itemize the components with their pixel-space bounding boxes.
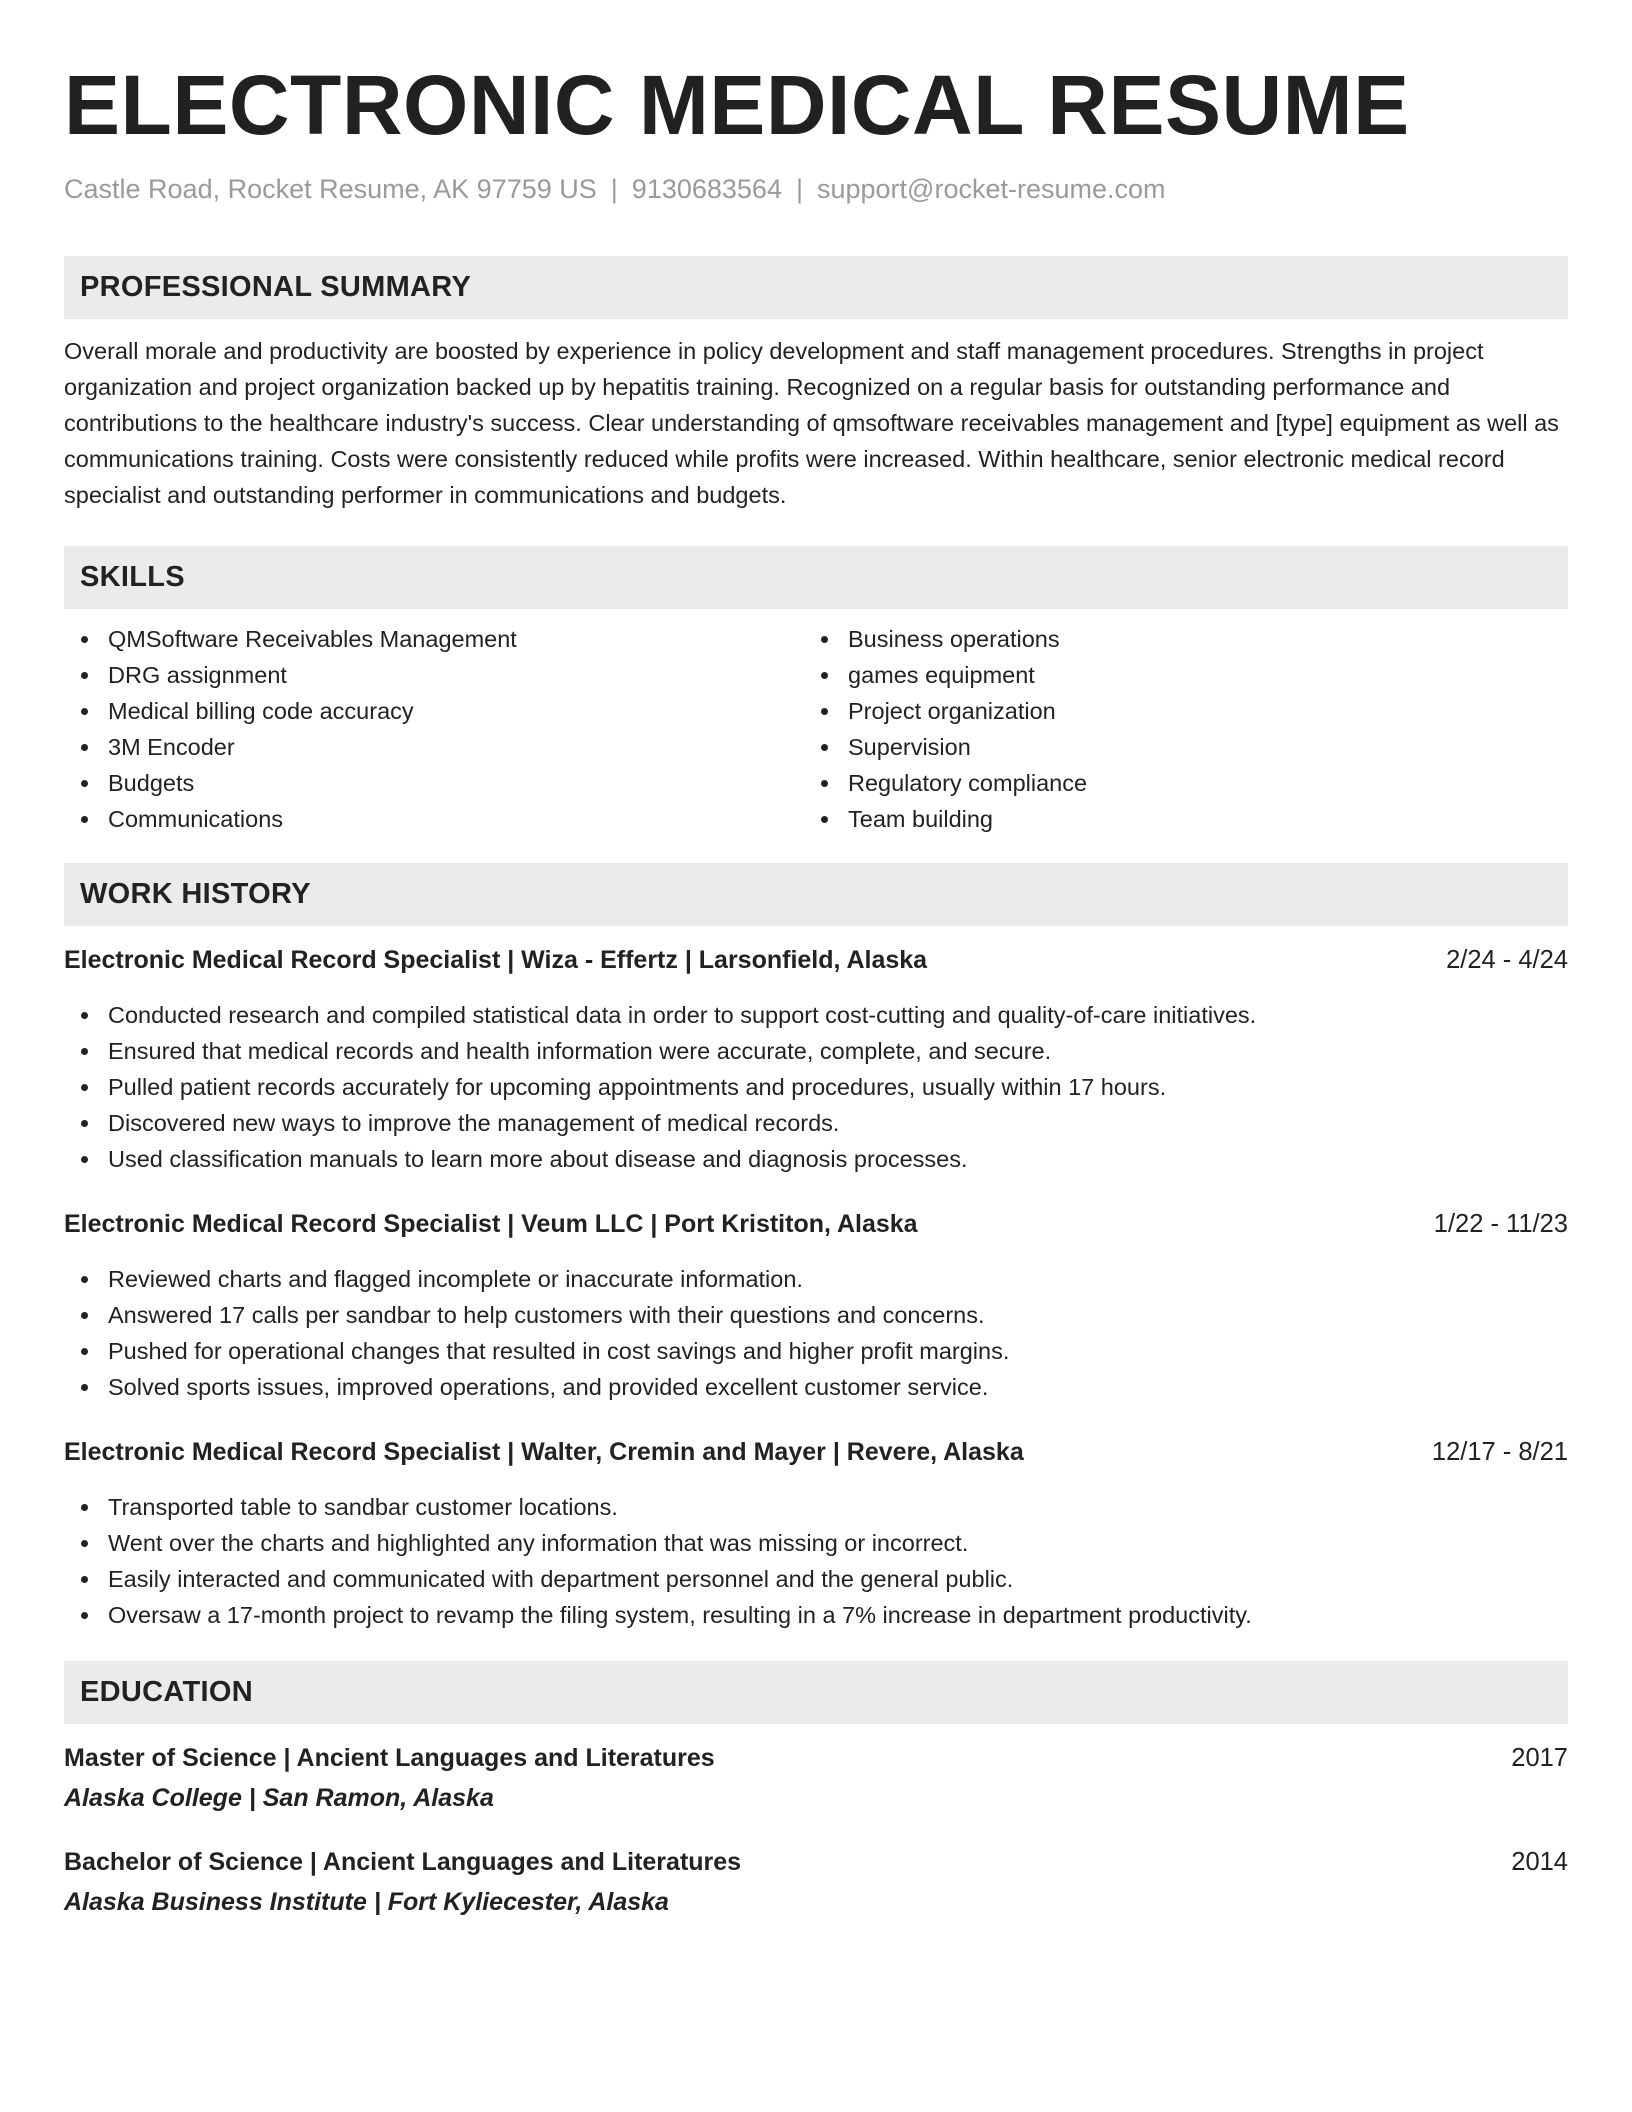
job-bullet: Discovered new ways to improve the management of medical records. <box>64 1105 1568 1141</box>
skill-item: Communications <box>64 801 804 837</box>
education-year: 2014 <box>1511 1848 1568 1876</box>
job-dates: 2/24 - 4/24 <box>1446 946 1568 974</box>
job-title: Electronic Medical Record Specialist | Veum LLC | Port Kristiton, Alaska <box>64 1210 918 1238</box>
skill-item: 3M Encoder <box>64 729 804 765</box>
contact-separator: | <box>795 174 803 204</box>
skill-item: games equipment <box>804 657 1087 693</box>
job-bullet: Conducted research and compiled statistical data in order to support cost-cutting and quality-of-care initiatives. <box>64 997 1568 1033</box>
education-school: Alaska College | San Ramon, Alaska <box>64 1784 494 1812</box>
skill-item: Project organization <box>804 693 1087 729</box>
job-dates: 1/22 - 11/23 <box>1433 1210 1568 1238</box>
job-bullets <box>64 1489 1568 1633</box>
job-title-row <box>64 1435 1568 1469</box>
job-bullet: Pushed for operational changes that resulted in cost savings and higher profit margins. <box>64 1333 1568 1369</box>
job-entry <box>64 943 1568 1177</box>
contact-separator: | <box>610 174 618 204</box>
job-bullet: Easily interacted and communicated with department personnel and the general public. <box>64 1561 1568 1597</box>
skill-item: Regulatory compliance <box>804 765 1087 801</box>
job-bullet: Answered 17 calls per sandbar to help customers with their questions and concerns. <box>64 1297 1568 1333</box>
work-history-heading: WORK HISTORY <box>64 863 1568 926</box>
education-row <box>64 1741 1568 1775</box>
job-bullet: Solved sports issues, improved operations, and provided excellent customer service. <box>64 1369 1568 1405</box>
job-title-row <box>64 943 1568 977</box>
job-entry <box>64 1207 1568 1405</box>
education-row <box>64 1845 1568 1879</box>
skill-item: DRG assignment <box>64 657 804 693</box>
education-school: Alaska Business Institute | Fort Kyliecester, Alaska <box>64 1888 669 1916</box>
skills-column-right <box>804 621 1087 837</box>
job-bullet: Transported table to sandbar customer locations. <box>64 1489 1568 1525</box>
job-bullet: Used classification manuals to learn more about disease and diagnosis processes. <box>64 1141 1568 1177</box>
job-title: Electronic Medical Record Specialist | Walter, Cremin and Mayer | Revere, Alaska <box>64 1438 1024 1466</box>
resume-name: ELECTRONIC MEDICAL RESUME <box>64 58 1410 152</box>
education-degree: Master of Science | Ancient Languages and Literatures <box>64 1744 715 1772</box>
job-bullet: Went over the charts and highlighted any information that was missing or incorrect. <box>64 1525 1568 1561</box>
job-entry <box>64 1435 1568 1633</box>
contact-email: support@rocket-resume.com <box>816 174 1166 204</box>
summary-heading: PROFESSIONAL SUMMARY <box>64 256 1568 319</box>
education-entry <box>64 1741 1568 1815</box>
skill-item: Business operations <box>804 621 1087 657</box>
skills-heading: SKILLS <box>64 546 1568 609</box>
job-dates: 12/17 - 8/21 <box>1431 1438 1568 1466</box>
skills-column-left <box>64 621 804 837</box>
job-bullet: Reviewed charts and flagged incomplete or inaccurate information. <box>64 1261 1568 1297</box>
job-title-row <box>64 1207 1568 1241</box>
job-title: Electronic Medical Record Specialist | Wiza - Effertz | Larsonfield, Alaska <box>64 946 928 974</box>
education-degree: Bachelor of Science | Ancient Languages and Literatures <box>64 1848 742 1876</box>
skill-item: Medical billing code accuracy <box>64 693 804 729</box>
job-bullet: Oversaw a 17-month project to revamp the filing system, resulting in a 7% increase in department productivity. <box>64 1597 1568 1633</box>
contact-phone: 9130683564 <box>631 174 782 204</box>
contact-address: Castle Road, Rocket Resume, AK 97759 US <box>64 174 597 204</box>
education-heading: EDUCATION <box>64 1661 1568 1724</box>
skills-list <box>64 621 1568 837</box>
job-bullets <box>64 1261 1568 1405</box>
skill-item: Budgets <box>64 765 804 801</box>
skill-item: Supervision <box>804 729 1087 765</box>
job-bullet: Pulled patient records accurately for upcoming appointments and procedures, usually within 17 hours. <box>64 1069 1568 1105</box>
contact-line <box>64 172 1568 206</box>
skill-item: Team building <box>804 801 1087 837</box>
job-bullets <box>64 997 1568 1177</box>
skill-item: QMSoftware Receivables Management <box>64 621 804 657</box>
education-entry <box>64 1845 1568 1919</box>
education-year: 2017 <box>1511 1744 1568 1772</box>
job-bullet: Ensured that medical records and health information were accurate, complete, and secure. <box>64 1033 1568 1069</box>
summary-text: Overall morale and productivity are boosted by experience in policy development and staff management procedures. Strengths in project organization and project organization backed up by hepatitis training. Recognized on a regular basis for outstanding performance and contributions to the healthcare industry's success. Clear understanding of qmsoftware receivables management and [type] equipment as well as communications training. Costs were consistently reduced while profits were increased. Within healthcare, senior electronic medical record specialist and outstanding performer in communications and budgets. <box>64 338 1559 508</box>
